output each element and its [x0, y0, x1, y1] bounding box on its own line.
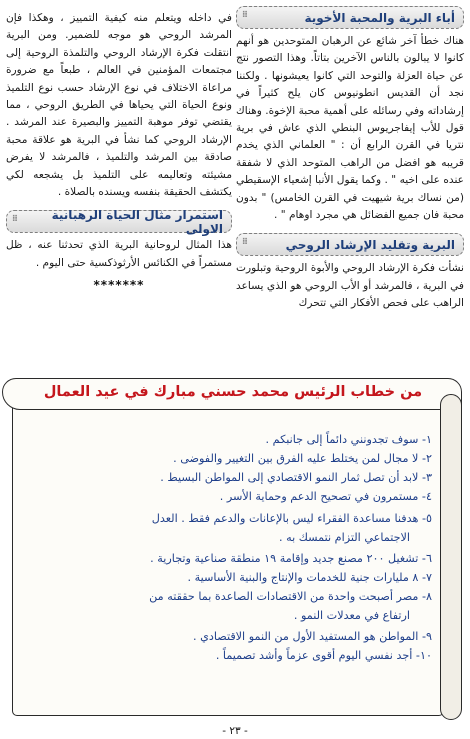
list-item: ٦- تشغيل ٢٠٠ مصنع جديد وإقامة ١٩ منطقة صناعية وتجارية .	[150, 552, 432, 565]
list-item-continuation: ارتفاع في معدلات النمو .	[293, 609, 410, 622]
star-separator: *******	[93, 278, 145, 293]
list-item: ٩- المواطن هو المستفيد الأول من النمو الاقتصادي .	[192, 630, 432, 643]
decorative-dots: ⁝⁝	[12, 214, 17, 225]
section-title: البرية وتقليد الإرشاد الروحي	[285, 237, 455, 252]
right-column	[236, 6, 464, 313]
list-item: ٣- لابد أن تصل ثمار النمو الاقتصادي إلى المواطن البسيط .	[160, 471, 432, 484]
list-item: ١- سوف تجدونني دائماً إلى جانبكم .	[265, 433, 432, 446]
scroll-roll-side	[440, 394, 462, 720]
paragraph-monastic-continuity: هذا المثال لروحانية البرية الذي تحدثنا عنه ، ظل مستمراً في الكنائس الأرثوذكسية حتى اليوم .	[6, 239, 232, 269]
section-title: أباء البرية والمحبة الأخوية	[304, 10, 455, 25]
section-header-desert-fathers	[236, 6, 464, 29]
paragraph-brotherly-love: هناك خطأ آخر شائع عن الرهبان المتوحدين هو أنهم كانوا لا يبالون بالناس الآخرين بتاتاً. وهذا التصور نتج عن حياة العزلة والتوحد التي كانوا يعيشونها . ولكننا نجد أن القديس انطونيوس كان يلح كثيراً في إرشاداته وفي رسائله على أهمية محبة الإخوة. وهناك قول للأب إيفاجريوس البنطي الذي عاش في برية نتريا في القرن الرابع أن : " العلماني الذي يخدم قريبه هو افضل من الراهب المتوحد الذي لا شفقة عنده على اخيه " . وكما يقول الأنبا إشعياء الإسقيطي (من نساك برية شيهيت في القرن الخامس) " بدون محبة فان جميع الفضائل هي مجرد اوهام " .	[236, 35, 464, 222]
page-number: - ٢٣ -	[222, 725, 248, 737]
quote-scroll-box	[10, 378, 462, 720]
scroll-title: من خطاب الرئيس محمد حسني مبارك في عيد العمال	[43, 384, 423, 400]
left-column	[6, 10, 232, 292]
section-title: استمرار مثال الحياة الرهبانية الاولى	[51, 207, 223, 236]
list-item: ٤- مستمرون في تصحيح الدعم وحماية الأسر .	[219, 490, 432, 503]
list-item: ٨- مصر أصبحت واحدة من الاقتصادات الصاعدة بما حققته من	[149, 590, 432, 603]
paragraph-continued: في داخله ويتعلم منه كيفية التمييز ، وهكذا فإن المرشد الروحي هو موجه للضمير. ومن البرية انتقلت فكرة الإرشاد الروحي والتلمذة الروحية إلى مجتمعات المؤمنين في العالم ، طبعاً مع ضرورة مراعاة الاختلاف في نوع الإرشاد حسب نوع التلميذ ونوع الحياة التي يحياها في الطريق الروحي ، مما يقتضي توفر موهبة التمييز والبصيرة عند المرشد . الإرشاد الروحي كما نشأ في البرية هو علاقة محبة صادقة بين المرشد والتلميذ ، فالمرشد لا يفرض مشيئته وتعاليمه على التلميذ بل يشجعه لكي يكتشف الحقيقة بنفسه ويسنده بالصلاة .	[6, 12, 232, 199]
paragraph-spiritual-guidance: نشأت فكرة الإرشاد الروحي والأبوة الروحية وتبلورت في البرية ، فالمرشد أو الأب الروحي هو الذي يساعد الراهب على فحص الأفكار التي تتحرك	[236, 262, 464, 310]
list-item: ٥- هدفنا مساعدة الفقراء ليس بالإعانات والدعم فقط . العدل	[151, 512, 432, 525]
list-item: ٢- لا مجال لمن يختلط عليه الفرق بين التغيير والفوضى .	[173, 452, 432, 465]
list-item-continuation: الاجتماعي التزام نتمسك به .	[278, 531, 410, 544]
decorative-dots: ⁝⁝	[242, 237, 247, 248]
list-item: ٧- ٨ مليارات جنية للخدمات والإنتاج والبنية الأساسية .	[187, 571, 432, 584]
section-header-monastic-continuity	[6, 207, 232, 236]
list-item: ١٠- أجد نفسي اليوم أقوى عزماً وأشد تصميماً .	[215, 649, 432, 662]
speech-points-list	[36, 430, 432, 665]
decorative-dots: ⁝⁝	[242, 10, 247, 20]
section-header-spiritual-guidance	[236, 233, 464, 256]
